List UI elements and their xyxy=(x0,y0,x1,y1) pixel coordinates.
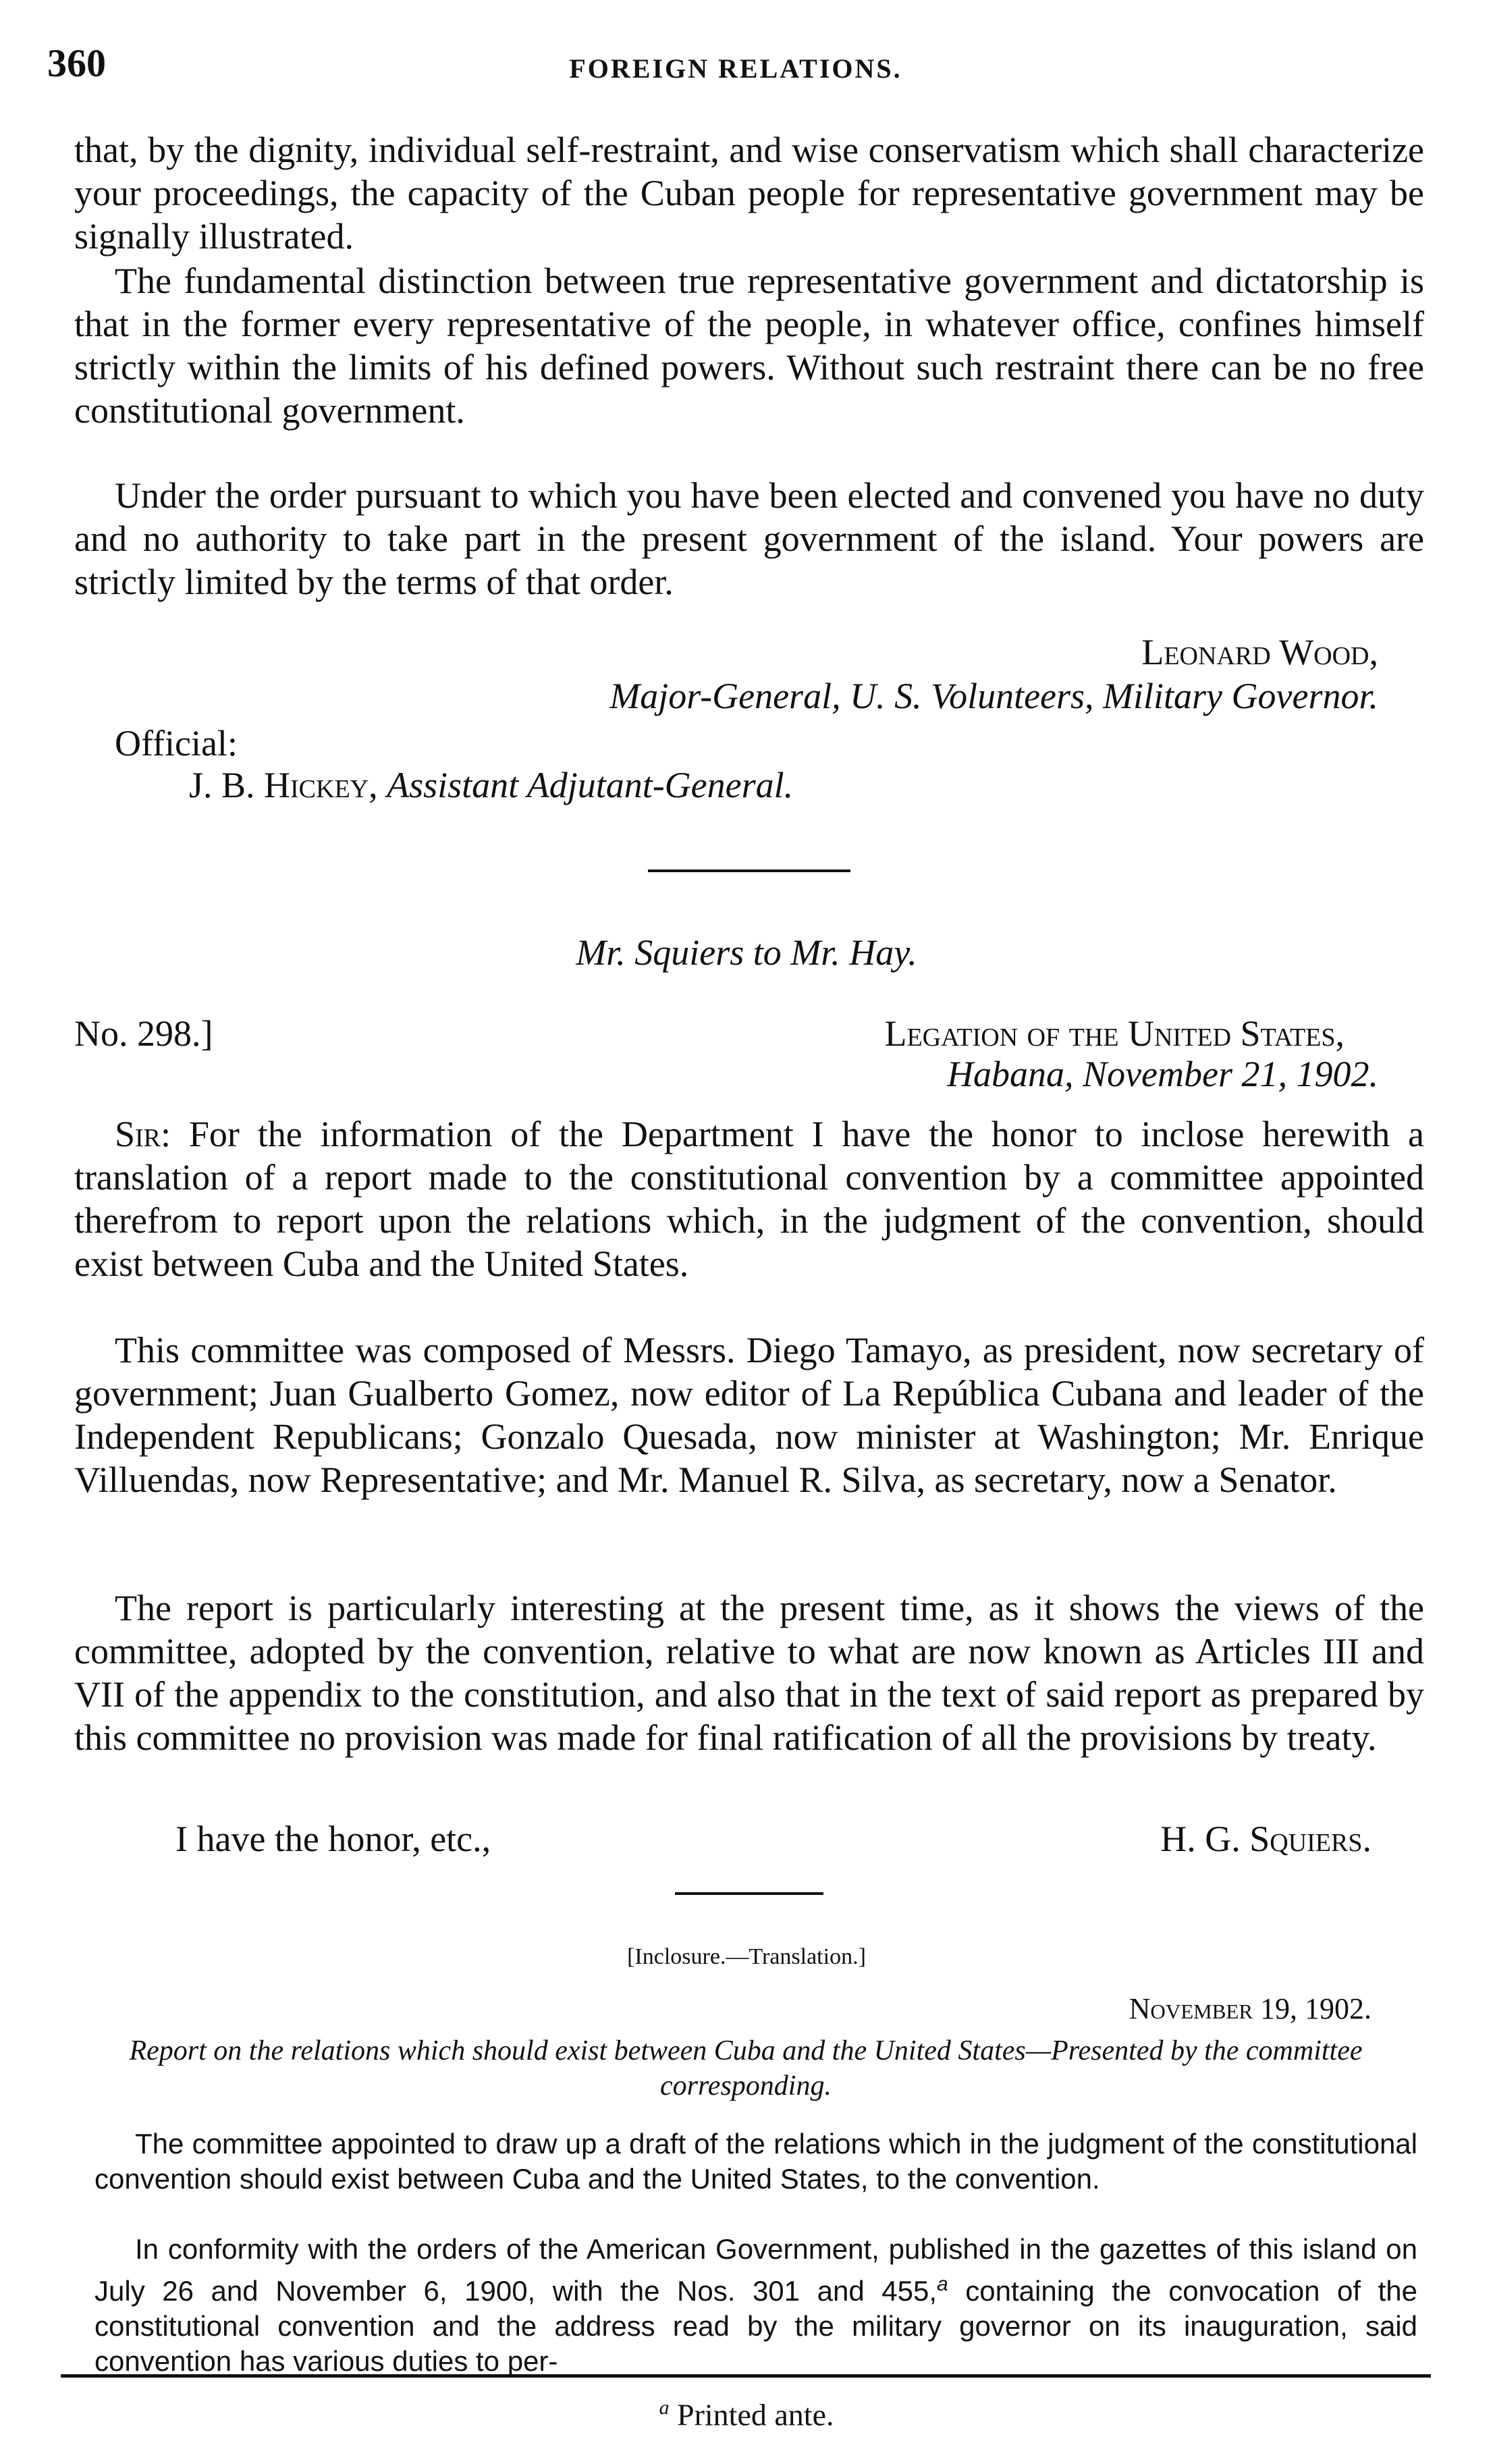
footnote-text: Printed ante. xyxy=(677,2397,834,2432)
letter-title: Mr. Squiers to Mr. Hay. xyxy=(576,932,917,973)
report-paragraph-2-text-b: containing the convocation of the constitutional convention and the address read by the military governor on its inauguration, said convention has various duties to per- xyxy=(94,2275,1417,2377)
report-paragraph-2 xyxy=(94,2232,1417,2379)
letter-closing: I have the honor, etc., xyxy=(175,1819,491,1859)
signer-title: Major-General, U. S. Volunteers, Military Governor. xyxy=(609,676,1378,716)
letter-paragraph-1 xyxy=(74,1113,1424,1285)
section-divider xyxy=(648,869,850,872)
official-label: Official: xyxy=(115,723,238,764)
inclosure-label: [Inclosure.—Translation.] xyxy=(627,1944,866,1969)
report-paragraph-2-text-a: In conformity with the orders of the American Government, published in the gazettes of this island on July 26 and November 6, 1900, with the Nos. 301 and 455, xyxy=(94,2233,1417,2307)
footnote-reference: a xyxy=(937,2273,948,2295)
report-title: Report on the relations which should exist between Cuba and the United States—Presented by the committee corresponding. xyxy=(129,2035,1363,2101)
page-header xyxy=(47,41,1424,95)
inclosure-date: November 19, 1902. xyxy=(1129,1992,1372,2025)
salutation: Sir: xyxy=(115,1114,171,1154)
legation-heading: Legation of the United States, xyxy=(884,1013,1345,1054)
letter-number: No. 298.] xyxy=(74,1013,213,1054)
letter-paragraph-2: This committee was composed of Messrs. Diego Tamayo, as president, now secretary of government; Juan Gualberto Gomez, now editor of La República Cubana and leader of the Independent Republicans; Gonzalo Quesada, now minister at Washington; Mr. Enrique Villuendas, now Representative; and Mr. Manuel R. Silva, as secretary, now a Senator. xyxy=(74,1330,1424,1500)
official-title: Assistant Adjutant-General. xyxy=(387,765,794,805)
proclamation-paragraph-2: The fundamental distinction between true representative government and dictatorship is that in the former every representative of the people, in whatever office, confines himself strictly within the limits of his defined powers. Without such restraint there can be no free constitutional government. xyxy=(74,261,1424,431)
proclamation-paragraph-3: Under the order pursuant to which you have been elected and convened you have no duty and no authority to take part in the present government of the island. Your powers are strictly limited by the terms of that order. xyxy=(74,475,1424,602)
section-divider xyxy=(675,1892,823,1895)
letter-paragraph-1-text: For the information of the Department I have the honor to inclose herewith a translation of a report made to the constitutional convention by a committee appointed therefrom to report upon the relations which, in the judgment of the convention, should exist between Cuba and the United States. xyxy=(74,1114,1425,1284)
letter-paragraph-3: The report is particularly interesting at the present time, as it shows the views of the committee, adopted by the convention, relative to what are now known as Articles III and VII of the appendix to the constitution, and also that in the text of said report as prepared by this committee no provision was made for final ratification of all the provisions by treaty. xyxy=(74,1588,1424,1758)
report-paragraph-1: The committee appointed to draw up a draft of the relations which in the judgment of the constitutional convention should exist between Cuba and the United States, to the convention. xyxy=(94,2128,1417,2195)
proclamation-paragraph-1: that, by the dignity, individual self-restraint, and wise conservatism which shall characterize your proceedings, the capacity of the Cuban people for representative government may be signally illustrated. xyxy=(74,130,1424,257)
page-number: 360 xyxy=(47,41,106,85)
letter-dateline: Habana, November 21, 1902. xyxy=(947,1054,1378,1094)
footnote-mark: a xyxy=(659,2396,670,2419)
footnote-rule xyxy=(61,2374,1431,2378)
letter-signature: H. G. Squiers. xyxy=(1160,1819,1372,1859)
official-signature xyxy=(189,764,793,806)
signer-name: Leonard Wood, xyxy=(1141,632,1378,672)
official-name: J. B. Hickey, xyxy=(189,765,378,805)
running-head: FOREIGN RELATIONS. xyxy=(569,53,902,84)
footnote xyxy=(0,2396,1493,2432)
